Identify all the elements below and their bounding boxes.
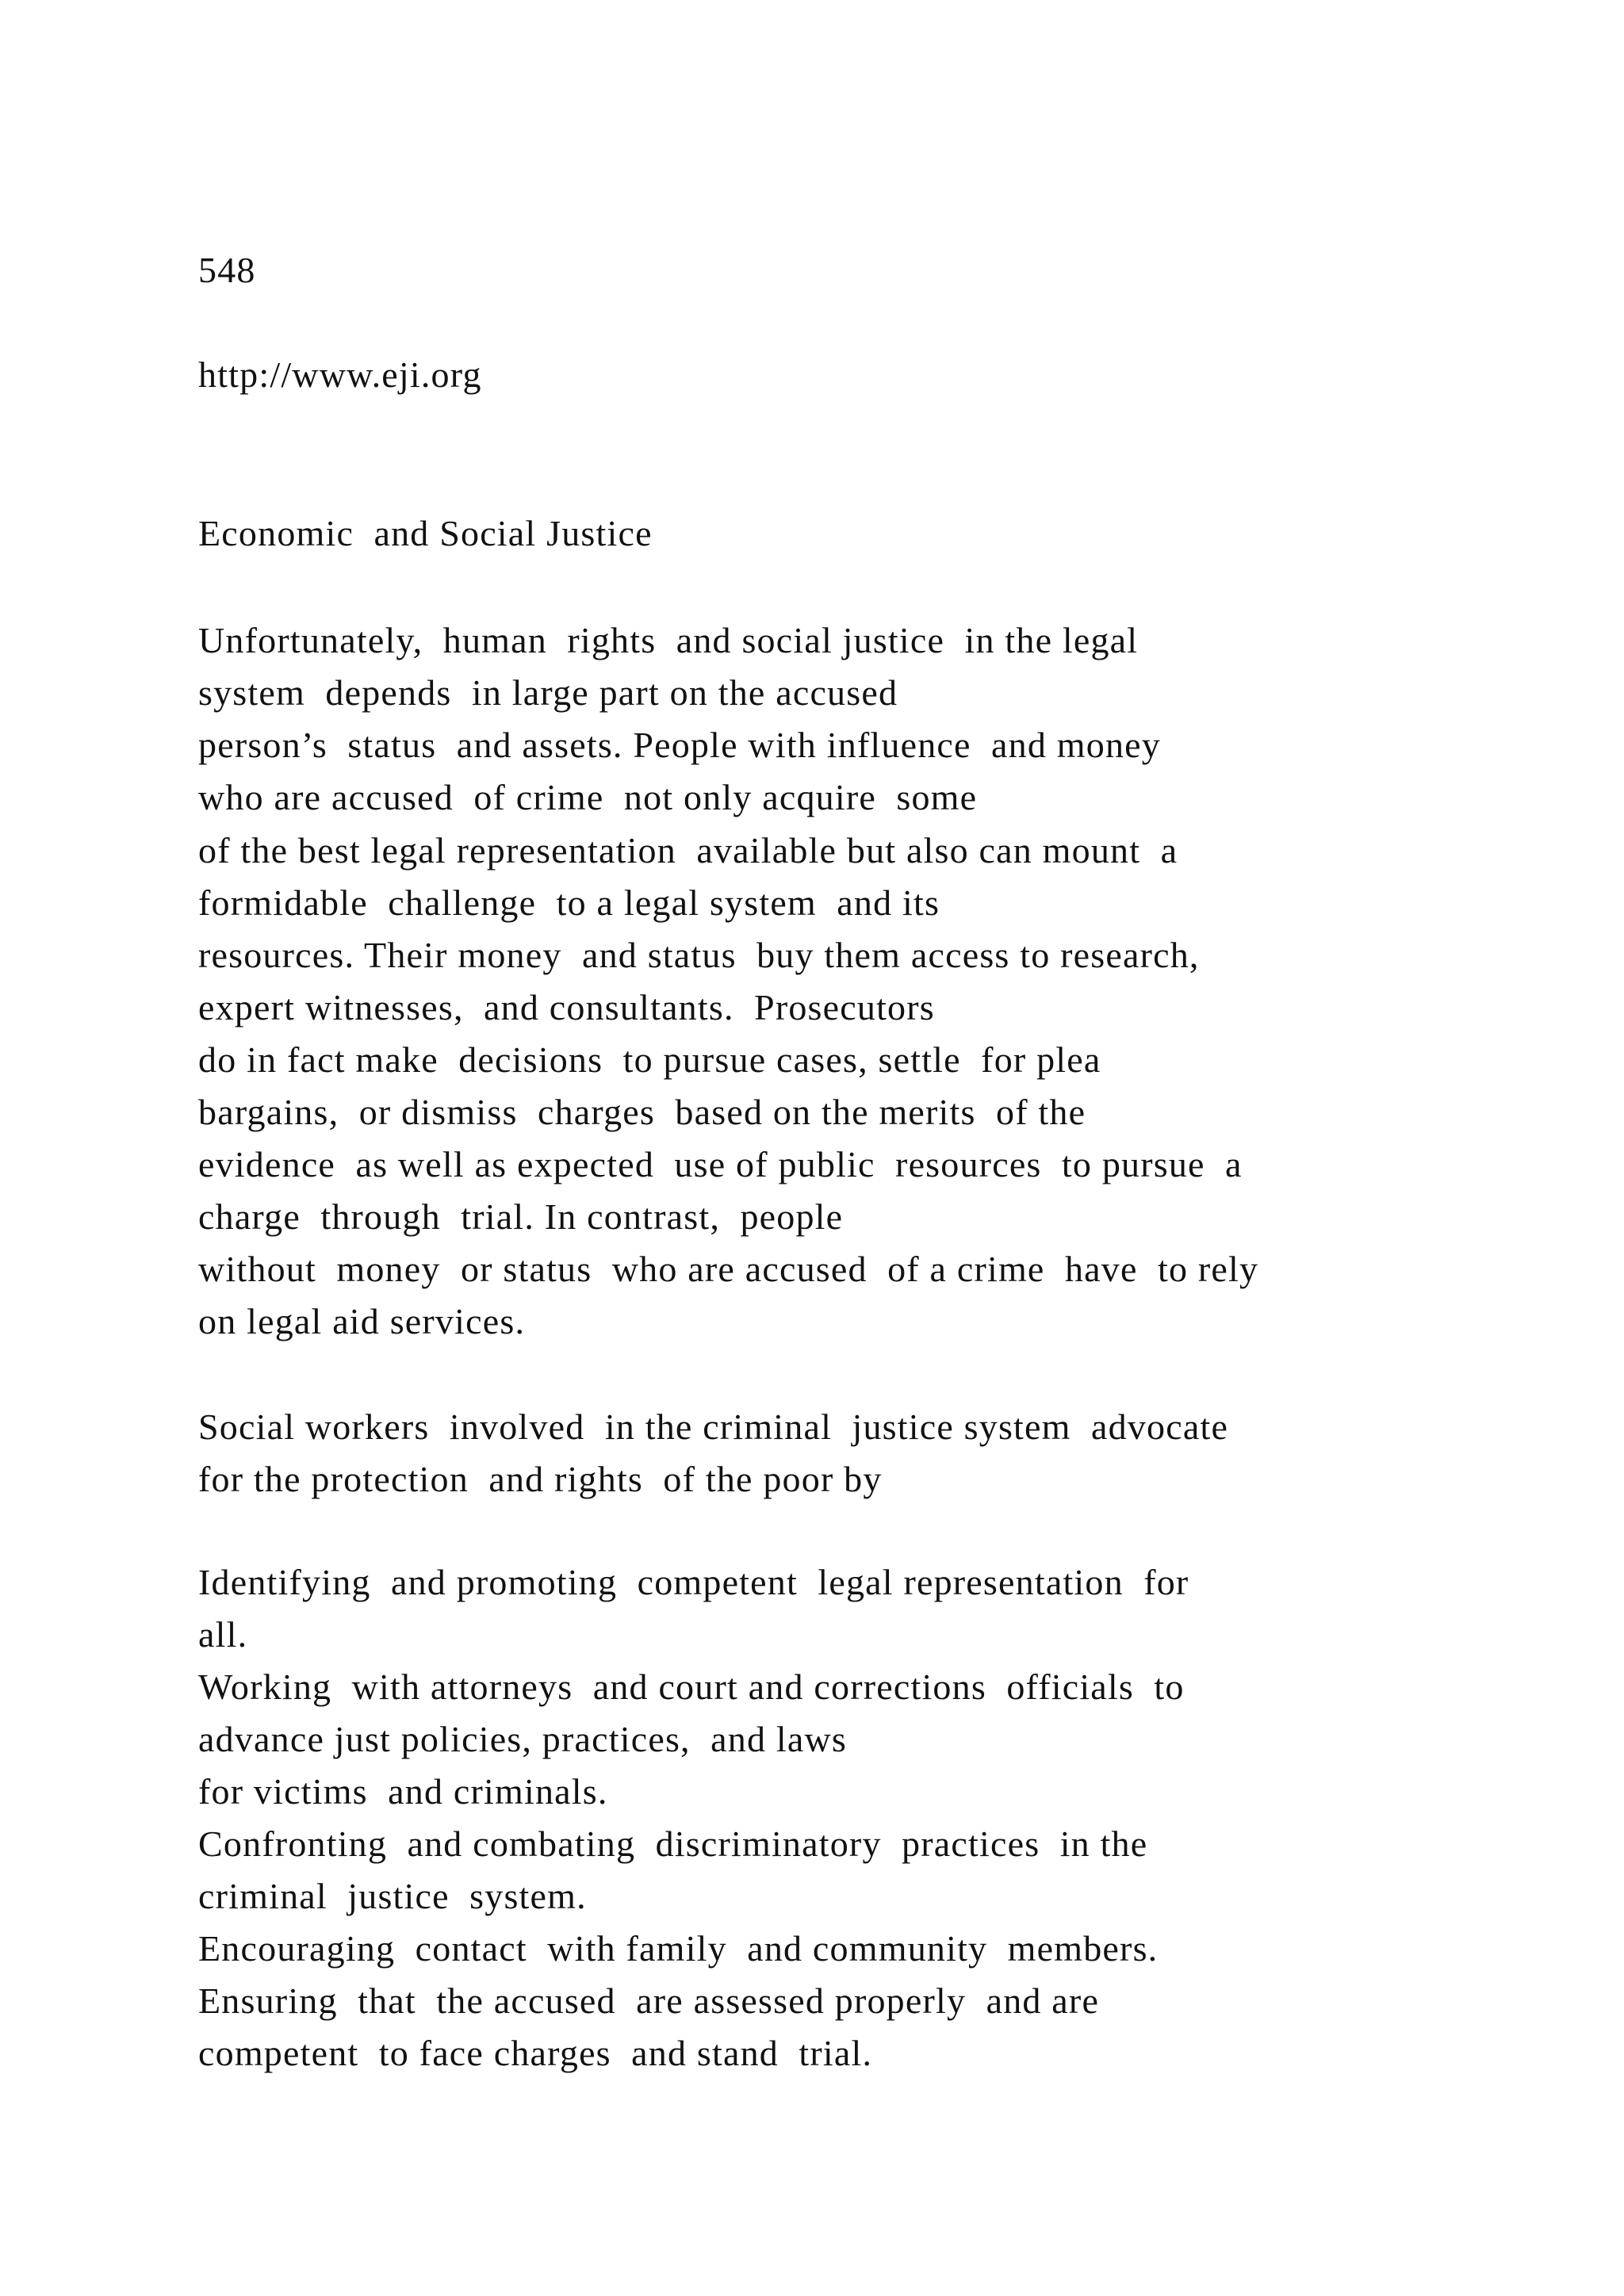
paragraph-line: on legal aid services.	[198, 1301, 526, 1341]
paragraph-line: person’s status and assets. People with influence and money	[198, 725, 1161, 765]
paragraph-line: bargains, or dismiss charges based on the merits of the	[198, 1092, 1086, 1132]
paragraph-line: resources. Their money and status buy them access to research,	[198, 935, 1200, 975]
paragraph-line: without money or status who are accused of a crime have to rely	[198, 1249, 1259, 1289]
page-number: 548	[198, 250, 256, 290]
paragraph-line: do in fact make decisions to pursue cases, settle for plea	[198, 1039, 1101, 1080]
list-item: Confronting and combating discriminatory practices in the	[198, 1823, 1148, 1864]
paragraph-line: of the best legal representation available but also can mount a	[198, 830, 1178, 871]
paragraph-line: expert witnesses, and consultants. Prosecutors	[198, 987, 935, 1027]
list-item: Encouraging contact with family and community members.	[198, 1928, 1159, 1969]
list-item: Identifying and promoting competent legal representation for	[198, 1562, 1189, 1602]
paragraph-line: Unfortunately, human rights and social justice in the legal	[198, 620, 1139, 660]
list-item: criminal justice system.	[198, 1876, 587, 1916]
list-item: all.	[198, 1614, 248, 1655]
list-item: Ensuring that the accused are assessed properly and are	[198, 1980, 1100, 2021]
list-item: advance just policies, practices, and laws	[198, 1719, 847, 1759]
paragraph-line: charge through trial. In contrast, people	[198, 1196, 844, 1237]
section-heading: Economic and Social Justice	[198, 513, 653, 553]
list-item: Working with attorneys and court and corrections officials to	[198, 1667, 1185, 1707]
paragraph-line: who are accused of crime not only acquire some	[198, 777, 978, 817]
paragraph-line: Social workers involved in the criminal justice system advocate	[198, 1406, 1229, 1447]
paragraph-line: for the protection and rights of the poor by	[198, 1459, 883, 1499]
source-url: http://www.eji.org	[198, 354, 482, 395]
list-item: for victims and criminals.	[198, 1771, 608, 1812]
paragraph-line: system depends in large part on the accused	[198, 672, 898, 713]
list-item: competent to face charges and stand trial.	[198, 2033, 873, 2073]
paragraph-line: evidence as well as expected use of public resources to pursue a	[198, 1144, 1243, 1184]
paragraph-line: formidable challenge to a legal system and its	[198, 882, 940, 923]
